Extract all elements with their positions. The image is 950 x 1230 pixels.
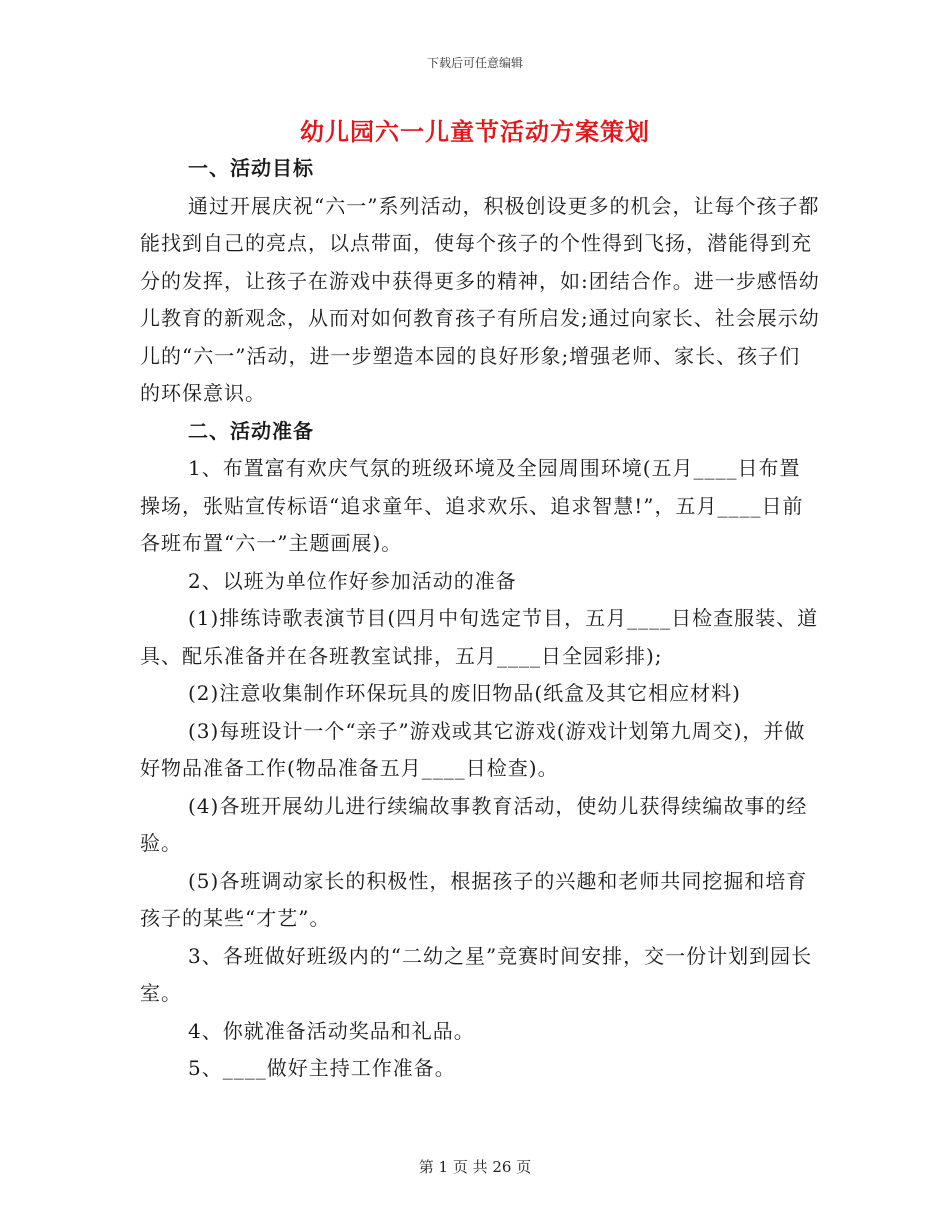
paragraph-item-1: 1、布置富有欢庆气氛的班级环境及全园周围环境(五月____日布置操场，张贴宣传标语“追求童年、追求欢乐、追求智慧!”，五月____日前各班布置“六一”主题画展)。 [140,456,804,555]
page-footer: 第 1 页 共 26 页 [418,1158,532,1176]
header-note: 下载后可任意编辑 [426,56,523,70]
paragraph-subitem-3: (3)每班设计一个“亲子”游戏或其它游戏(游戏计划第九周交)，并做好物品准备工作(物品准备五月____日检查)。 [140,718,806,780]
paragraph-subitem-2: (2)注意收集制作环保玩具的废旧物品(纸盒及其它相应材料) [188,681,741,705]
paragraph-item-5: 5、____做好主持工作准备。 [188,1056,456,1080]
document-title: 幼儿园六一儿童节活动方案策划 [300,117,650,146]
section-heading-preparation: 二、活动准备 [188,418,314,443]
paragraph-goals: 通过开展庆祝“六一”系列活动，积极创设更多的机会，让每个孩子都能找到自己的亮点，以点带面，使每个孩子的个性得到飞扬，潜能得到充分的发挥，让孩子在游戏中获得更多的精神，如:团结合作。进一步感悟幼儿教育的新观念，从而对如何教育孩子有所启发;通过向家长、社会展示幼儿的“六一”活动，进一步塑造本园的良好形象;增强老师、家长、孩子们的环保意识。 [140,193,820,405]
paragraph-subitem-1: (1)排练诗歌表演节目(四月中旬选定节目，五月____日检查服装、道具、配乐准备并在各班教室试排，五月____日全园彩排); [140,606,819,668]
paragraph-subitem-4: (4)各班开展幼儿进行续编故事教育活动，使幼儿获得续编故事的经验。 [140,793,808,855]
paragraph-item-2: 2、以班为单位作好参加活动的准备 [188,568,517,593]
section-heading-goals: 一、活动目标 [188,156,314,180]
paragraph-subitem-5: (5)各班调动家长的积极性，根据孩子的兴趣和老师共同挖掘和培育孩子的某些“才艺”。 [140,868,808,930]
paragraph-item-3: 3、各班做好班级内的“二幼之星”竞赛时间安排，交一份计划到园长室。 [140,943,813,1005]
document-body [140,150,820,1088]
paragraph-item-4: 4、你就准备活动奖品和礼品。 [188,1018,475,1043]
